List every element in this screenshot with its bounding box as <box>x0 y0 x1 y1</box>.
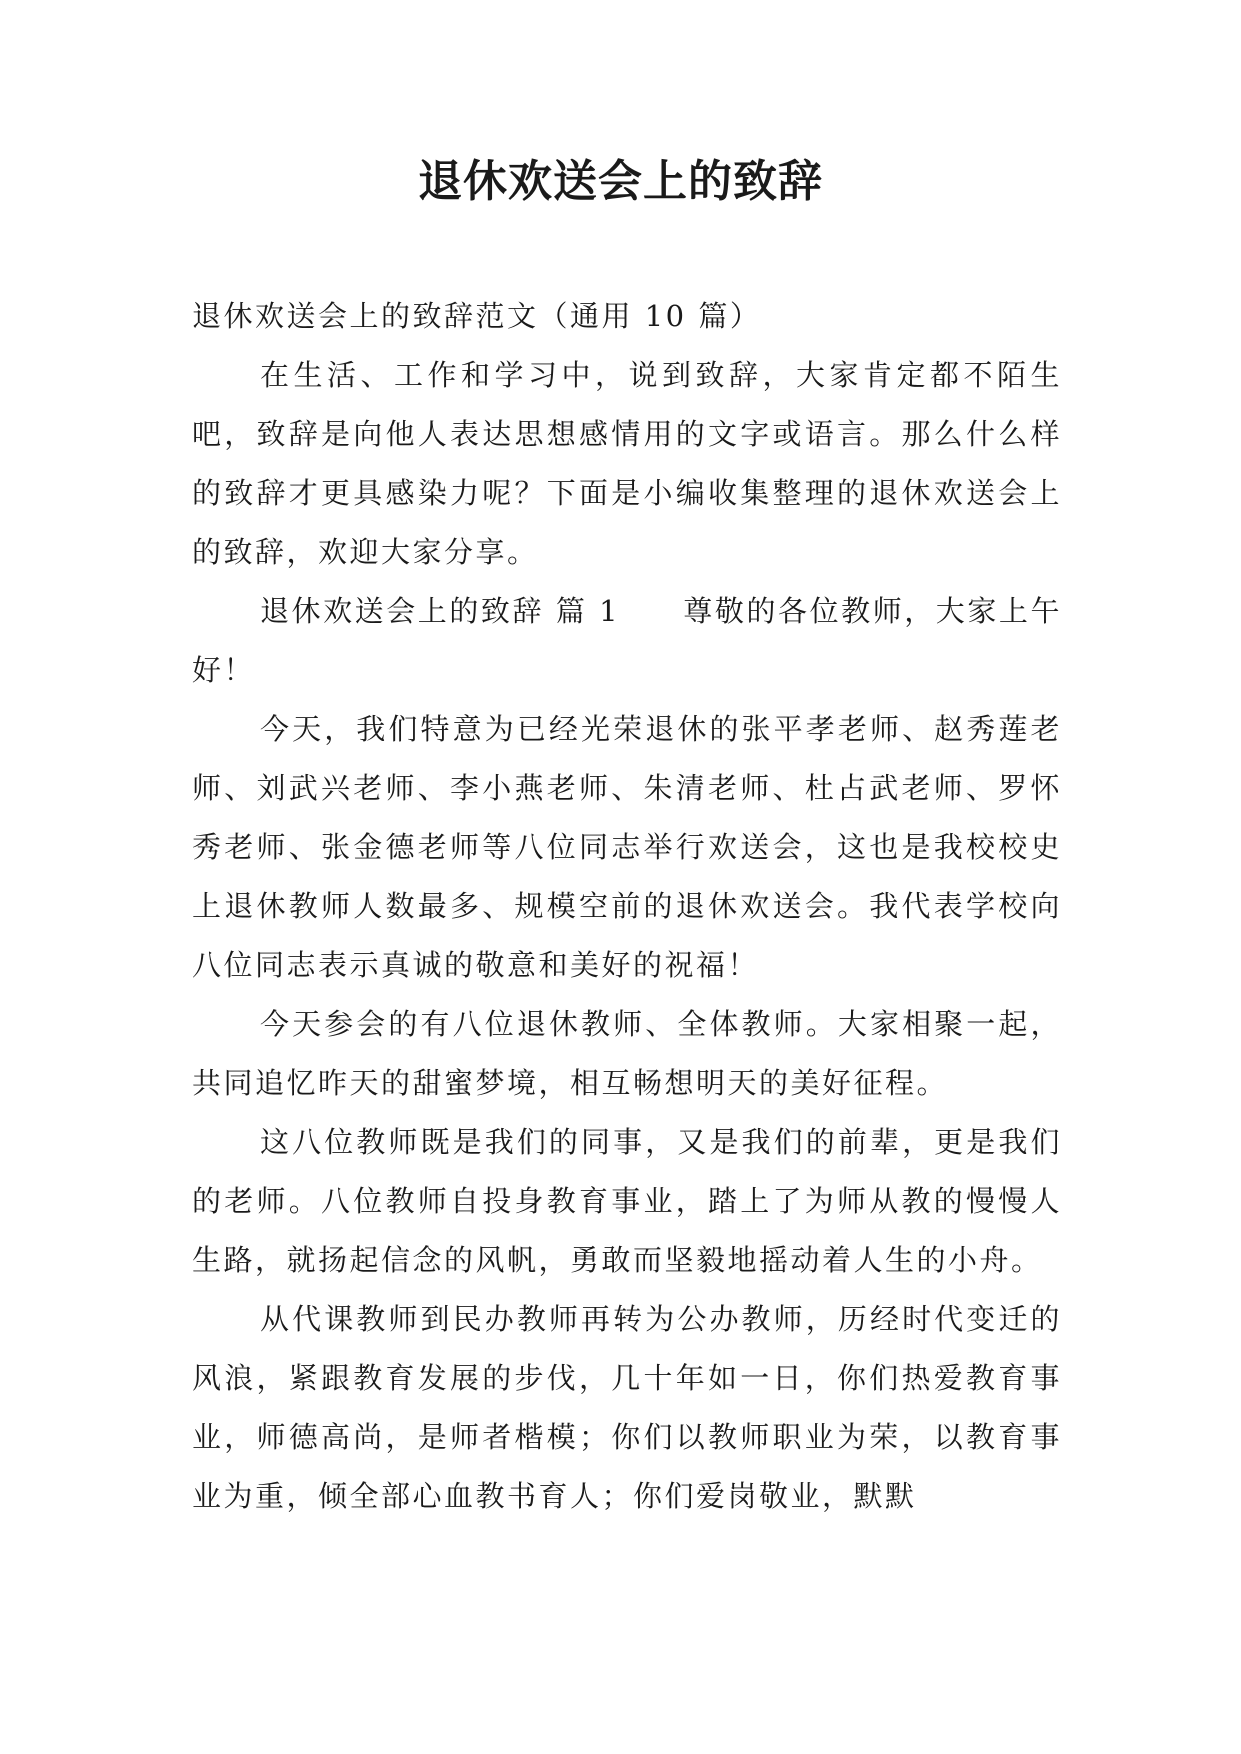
paragraph-attendees: 今天参会的有八位退休教师、全体教师。大家相聚一起，共同追忆昨天的甜蜜梦境，相互畅想明天的美好征程。 <box>192 1007 1062 1100</box>
document-body <box>192 287 1062 1526</box>
document-subtitle: 退休欢送会上的致辞范文（通用 10 篇） <box>192 299 762 333</box>
document-title: 退休欢送会上的致辞 <box>418 156 823 207</box>
paragraph-intro: 在生活、工作和学习中，说到致辞，大家肯定都不陌生吧，致辞是向他人表达思想感情用的文字或语言。那么什么样的致辞才更具感染力呢？下面是小编收集整理的退休欢送会上的致辞，欢迎大家分享。 <box>192 358 1062 569</box>
paragraph-colleagues: 这八位教师既是我们的同事，又是我们的前辈，更是我们的老师。八位教师自投身教育事业，踏上了为师从教的慢慢人生路，就扬起信念的风帆，勇敢而坚毅地摇动着人生的小舟。 <box>192 1125 1062 1277</box>
paragraph-farewell-announcement: 今天，我们特意为已经光荣退休的张平孝老师、赵秀莲老师、刘武兴老师、李小燕老师、朱清老师、杜占武老师、罗怀秀老师、张金德老师等八位同志举行欢送会，这也是我校校史上退休教师人数最多、规模空前的退休欢送会。我代表学校向八位同志表示真诚的敬意和美好的祝福！ <box>192 712 1062 982</box>
paragraph-section-1-greeting: 退休欢送会上的致辞 篇 1 尊敬的各位教师，大家上午好！ <box>192 594 1062 687</box>
paragraph-career-history: 从代课教师到民办教师再转为公办教师，历经时代变迁的风浪，紧跟教育发展的步伐，几十年如一日，你们热爱教育事业，师德高尚，是师者楷模；你们以教师职业为荣，以教育事业为重，倾全部心血教书育人；你们爱岗敬业，默默 <box>192 1302 1062 1513</box>
